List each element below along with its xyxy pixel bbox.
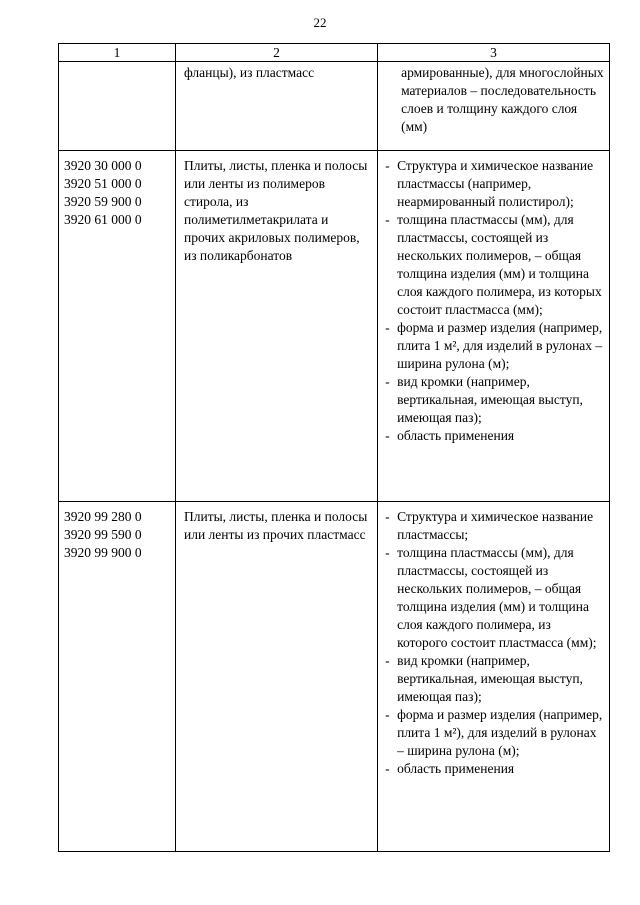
header-row <box>59 44 610 62</box>
list-item: - толщина пластмассы (мм), для пластмассы, состоящей из нескольких полимеров, – общая толщина изделия (мм) и толщина слоя каждого полимера, из которого состоит пластмасса (мм); <box>383 544 604 652</box>
header-col-1: 1 <box>59 44 176 62</box>
required-properties-cell <box>378 151 610 502</box>
list-item: - область применения <box>383 760 604 778</box>
list-item: - толщина пластмассы (мм), для пластмассы, состоящей из нескольких полимеров, – общая толщина изделия (мм) и толщина слоя каждого полимера, из которых состоит пластмасса (мм); <box>383 211 604 319</box>
product-description: Плиты, листы, пленка и полосы или ленты из прочих пластмасс <box>176 502 378 852</box>
header-col-3: 3 <box>378 44 610 62</box>
page-number: 22 <box>313 15 327 30</box>
table-row <box>59 502 610 852</box>
header-col-2: 2 <box>176 44 378 62</box>
hs-code: 3920 30 000 0 <box>64 158 142 173</box>
hs-code: 3920 99 900 0 <box>64 545 142 560</box>
continuation-properties <box>378 62 610 151</box>
continuation-properties-text: армированные), для многослойных материалов – последовательность слоев и толщину каждого слоя (мм) <box>401 65 604 134</box>
list-item: - вид кромки (например, вертикальная, имеющая выступ, имеющая паз); <box>383 373 604 427</box>
properties-list <box>383 157 604 445</box>
continuation-codes-cell <box>59 62 176 151</box>
list-item: - область применения <box>383 427 604 445</box>
list-item: - форма и размер изделия (например, плита 1 м², для изделий в рулонах – ширина рулона (м); <box>383 319 604 373</box>
classification-table <box>58 43 610 852</box>
properties-list <box>383 508 604 778</box>
hs-codes-cell <box>59 151 176 502</box>
hs-codes-cell <box>59 502 176 852</box>
list-item: - Структура и химическое название пластмассы (например, неармированный полистирол); <box>383 157 604 211</box>
list-item: - форма и размер изделия (например, плита 1 м²), для изделий в рулонах – ширина рулона (м); <box>383 706 604 760</box>
continuation-description <box>176 62 378 151</box>
table-row <box>59 151 610 502</box>
continuation-description-text: фланцы), из пластмасс <box>184 65 315 80</box>
hs-code: 3920 51 000 0 <box>64 176 142 191</box>
continuation-row <box>59 62 610 151</box>
hs-code: 3920 59 900 0 <box>64 194 142 209</box>
hs-code: 3920 61 000 0 <box>64 212 142 227</box>
required-properties-cell <box>378 502 610 852</box>
list-item: - вид кромки (например, вертикальная, имеющая выступ, имеющая паз); <box>383 652 604 706</box>
list-item: - Структура и химическое название пластмассы; <box>383 508 604 544</box>
hs-code: 3920 99 280 0 <box>64 509 142 524</box>
hs-code: 3920 99 590 0 <box>64 527 142 542</box>
product-description: Плиты, листы, пленка и полосы или ленты из полимеров стирола, из полиметилметакрилата и прочих акриловых полимеров, из поликарбонатов <box>176 151 378 502</box>
